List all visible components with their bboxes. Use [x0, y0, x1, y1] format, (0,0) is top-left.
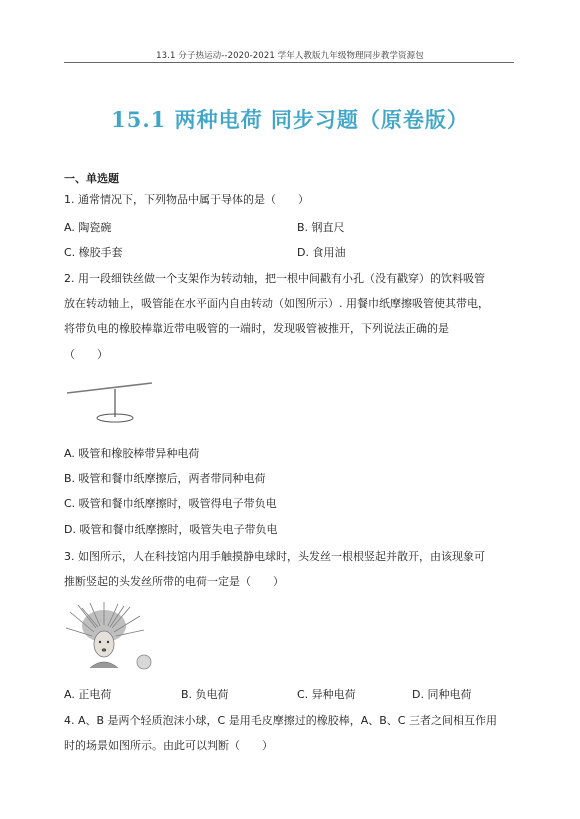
q3-option-d: D. 同种电荷: [412, 688, 472, 701]
q1-option-b: B. 钢直尺: [297, 221, 345, 234]
q1-stem: 1. 通常情况下，下列物品中属于导体的是（ ）: [64, 193, 309, 206]
q3-line-1: 3. 如图所示，人在科技馆内用手触摸静电球时，头发丝一根根竖起并散开，由该现象可: [64, 550, 485, 563]
q1-option-a: A. 陶瓷碗: [64, 221, 112, 234]
drinking-straw: [67, 383, 152, 393]
q2-line-2: 放在转动轴上，吸管能在水平面内自由转动（如图所示）. 用餐巾纸摩擦吸管使其带电，: [64, 297, 489, 310]
q2-option-c: C. 吸管和餐巾纸摩擦时，吸管得电子带负电: [64, 497, 277, 510]
static-ball: [137, 655, 151, 669]
q3-line-2: 推断竖起的头发丝所带的电荷一定是（ ）: [64, 575, 284, 588]
document-title: 15.1 两种电荷 同步习题（原卷版）: [111, 107, 469, 132]
q2-option-b: B. 吸管和餐巾纸摩擦后，两者带同种电荷: [64, 472, 266, 485]
q2-line-4: （ ）: [64, 348, 108, 361]
q1-option-c: C. 橡胶手套: [64, 246, 123, 259]
q2-line-3: 将带负电的橡胶棒靠近带电吸管的一端时，发现吸管被推开，下列说法正确的是: [64, 322, 449, 335]
q3-option-c: C. 异种电荷: [297, 688, 356, 701]
q4-line-2: 时的场景如图所示。由此可以判断（ ）: [64, 739, 273, 752]
face: [94, 631, 114, 657]
q2-line-1: 2. 用一段细铁丝做一个支架作为转动轴，把一根中间戳有小孔（没有戳穿）的饮料吸管: [64, 272, 485, 285]
q3-option-b: B. 负电荷: [181, 688, 229, 701]
section-heading: 一、单选题: [64, 172, 119, 185]
q2-option-d: D. 吸管和餐巾纸摩擦时，吸管失电子带负电: [64, 523, 278, 536]
straw-rotation-figure: [64, 376, 156, 428]
q1-option-d: D. 食用油: [297, 246, 346, 259]
shoulders: [90, 662, 118, 668]
q4-line-1: 4. A、B 是两个轻质泡沫小球，C 是用毛皮摩擦过的橡胶棒，A、B、C 三者之间相互作用: [64, 714, 497, 727]
static-hair-photo: [64, 602, 160, 670]
header-divider: [64, 62, 514, 63]
q3-option-a: A. 正电荷: [64, 688, 112, 701]
page-header: 13.1 分子热运动--2020-2021 学年人教版九年级物理同步教学资源包: [156, 51, 424, 61]
q2-option-a: A. 吸管和橡胶棒带异种电荷: [64, 447, 200, 460]
